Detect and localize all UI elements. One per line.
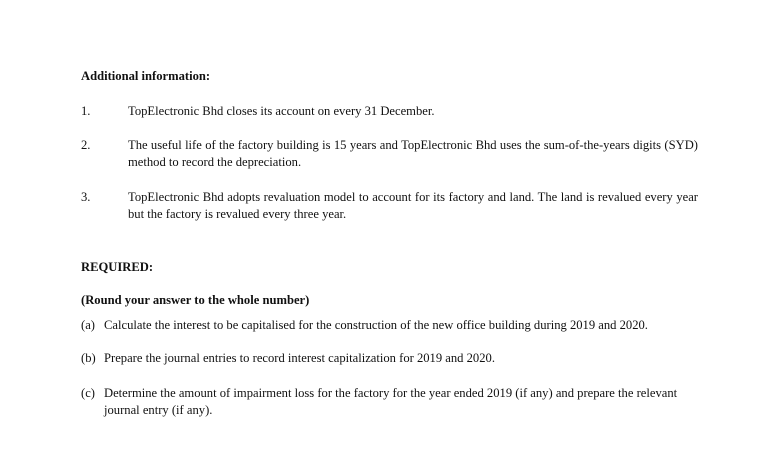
required-heading: REQUIRED:: [81, 260, 154, 274]
info-item-1-number: 1.: [81, 104, 91, 118]
required-item-b-letter: (b): [81, 351, 96, 365]
info-item-2-text: The useful life of the factory building is 15 years and TopElectronic Bhd uses the sum-of-the-years digits (SYD) method to record the depreciation.: [128, 138, 698, 169]
info-item-3-number: 3.: [81, 190, 91, 204]
info-item-3-text: TopElectronic Bhd adopts revaluation model to account for its factory and land. The land is revalued every year but the factory is revalued every three year.: [128, 190, 698, 221]
required-item-a-text: Calculate the interest to be capitalised for the construction of the new office building during 2019 and 2020.: [104, 318, 648, 332]
rounding-note: (Round your answer to the whole number): [81, 293, 310, 307]
required-item-a-letter: (a): [81, 318, 95, 332]
additional-information-heading: Additional information:: [81, 69, 211, 83]
required-item-b-text: Prepare the journal entries to record interest capitalization for 2019 and 2020.: [104, 351, 495, 365]
required-item-c-letter: (c): [81, 386, 95, 400]
required-item-c-text: Determine the amount of impairment loss for the factory for the year ended 2019 (if any) and prepare the relevant journal entry (if any).: [104, 386, 678, 417]
info-item-2-number: 2.: [81, 138, 91, 152]
info-item-1-text: TopElectronic Bhd closes its account on every 31 December.: [128, 104, 435, 118]
